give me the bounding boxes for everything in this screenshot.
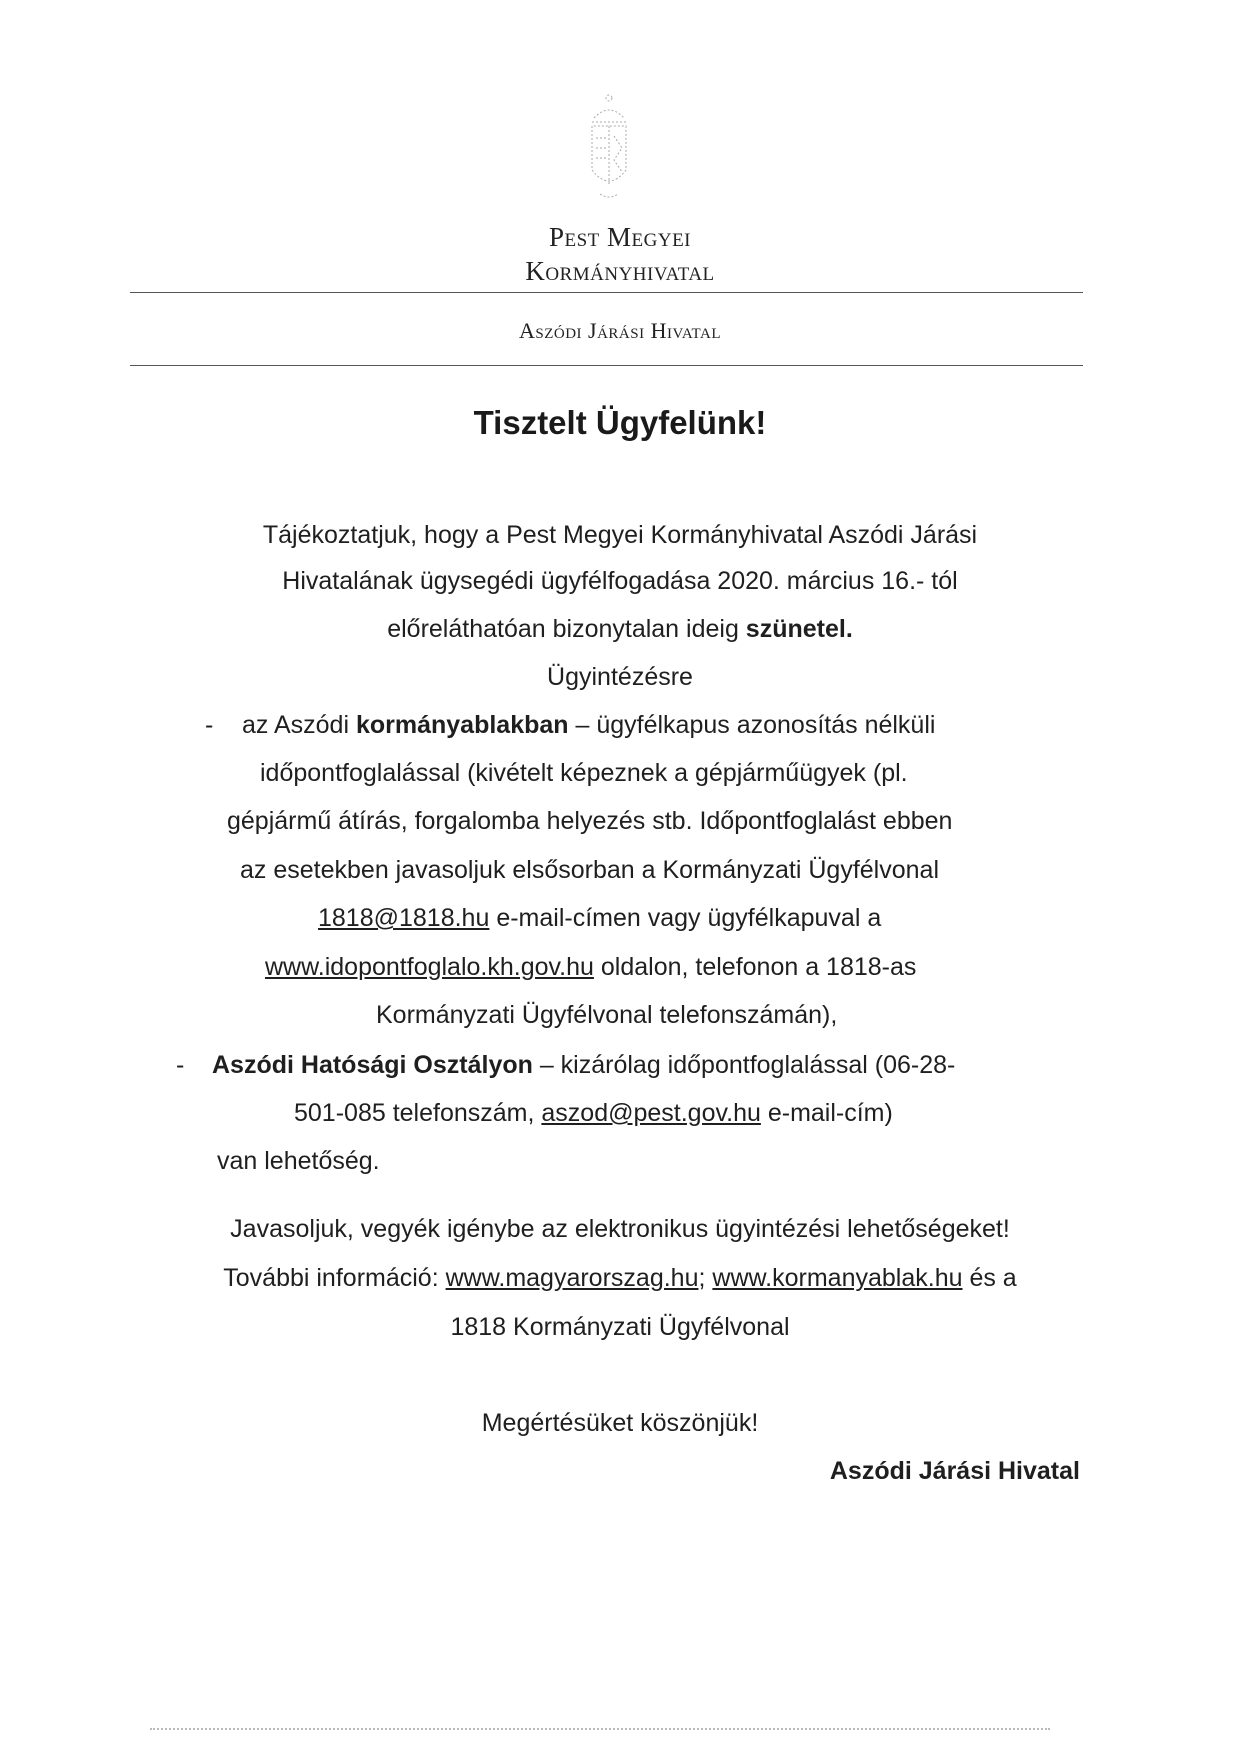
bullet-dash: - (205, 711, 214, 739)
bullet1-line (265, 952, 916, 982)
bullet-dash: - (176, 1051, 185, 1079)
org-name-line1: Pest Megyei (548, 222, 692, 252)
bullet1-text: oldalon, telefonon a 1818-as (593, 953, 917, 981)
signature: Aszódi Járási Hivatal (829, 1457, 1080, 1485)
bullet2-emphasis: Aszódi Hatósági Osztályon (212, 1051, 533, 1079)
footer-scan-artifact (150, 1728, 1050, 1732)
bullet2-text: e-mail-cím) (760, 1099, 893, 1127)
intro-emphasis: szünetel. (745, 615, 853, 643)
kormanyablak-link[interactable]: www.kormanyablak.hu (712, 1264, 963, 1292)
bullet1-line: Kormányzati Ügyfélvonal telefonszámán), (376, 1001, 838, 1029)
bullet2-line (212, 1050, 955, 1080)
email-link-1818[interactable]: 1818@1818.hu (318, 904, 490, 932)
bullet2-line (294, 1098, 893, 1128)
intro-line: Hivatalának ügysegédi ügyfélfogadása 2020. március 16.- tól (282, 567, 958, 595)
coat-of-arms-icon (574, 88, 644, 214)
header-divider (130, 365, 1083, 366)
org-name-line2: Kormányhivatal (525, 256, 715, 286)
thanks-line: Megértésüket köszönjük! (481, 1409, 759, 1437)
intro-line: Tájékoztatjuk, hogy a Pest Megyei Kormányhivatal Aszódi Járási (262, 521, 978, 549)
recommend-text: További információ: (223, 1264, 446, 1292)
intro-line (0, 614, 1240, 644)
recommend-text: és a (962, 1264, 1017, 1292)
bullet2-text: 501-085 telefonszám, (294, 1099, 542, 1127)
intro-line: Ügyintézésre (547, 663, 693, 691)
magyarorszag-link[interactable]: www.magyarorszag.hu (445, 1264, 699, 1292)
bullet1-emphasis: kormányablakban (355, 711, 569, 739)
bullet2-text: – kizárólag időpontfoglalással (06-28- (532, 1051, 956, 1079)
bullet2-line: van lehetőség. (217, 1147, 380, 1175)
bullet1-text: e-mail-címen vagy ügyfélkapuval a (489, 904, 882, 932)
bullet1-line: időpontfoglalással (kivételt képeznek a gépjárműügyek (pl. (260, 759, 908, 787)
office-name: Aszódi Járási Hivatal (518, 318, 722, 343)
recommend-line: 1818 Kormányzati Ügyfélvonal (450, 1313, 790, 1341)
bullet1-text: – ügyfélkapus azonosítás nélküli (568, 711, 936, 739)
page-title: Tisztelt Ügyfelünk! (473, 404, 767, 441)
bullet1-line (242, 710, 935, 740)
bullet1-text: az Aszódi (242, 711, 356, 739)
recommend-text: ; (698, 1264, 713, 1292)
intro-text: előreláthatóan bizonytalan ideig (387, 615, 746, 643)
idopontfoglalo-link[interactable]: www.idopontfoglalo.kh.gov.hu (265, 953, 594, 981)
header-divider (130, 292, 1083, 293)
bullet1-line: gépjármű átírás, forgalomba helyezés stb. Időpontfoglalást ebben (227, 807, 953, 835)
recommend-line (0, 1263, 1240, 1293)
recommend-line: Javasoljuk, vegyék igénybe az elektronikus ügyintézési lehetőségeket! (230, 1215, 1010, 1243)
bullet1-line: az esetekben javasoljuk elsősorban a Kormányzati Ügyfélvonal (240, 856, 939, 884)
email-link-aszod[interactable]: aszod@pest.gov.hu (541, 1099, 761, 1127)
bullet1-line (318, 903, 881, 933)
